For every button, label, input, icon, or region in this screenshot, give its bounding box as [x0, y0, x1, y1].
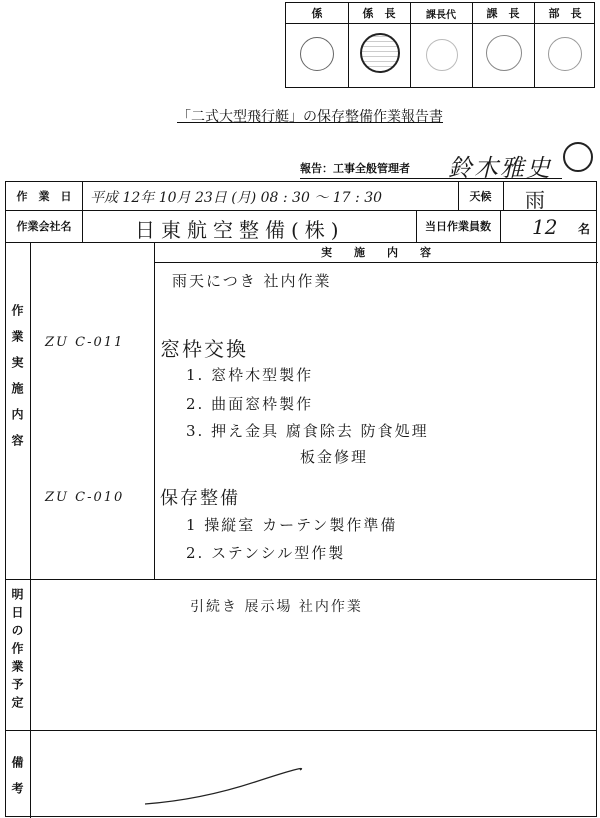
remarks-side-label: 備考 — [10, 756, 24, 808]
workers-label: 当日作業員数 — [425, 220, 491, 233]
seal-stamp — [548, 37, 582, 71]
content-line: 保存整備 — [160, 488, 240, 509]
content-line: 雨天につき 社内作業 — [172, 272, 332, 290]
company-value: 日東航空整備(株) — [135, 218, 345, 242]
content-header: 実 施 内 容 — [321, 246, 431, 259]
content-side-label: 作業実施内容 — [10, 304, 24, 460]
workers-value: 12 — [532, 215, 558, 239]
seal-stamp — [486, 35, 522, 71]
seal-stamp — [300, 37, 334, 71]
company-label: 作業会社名 — [16, 220, 72, 233]
approval-table — [285, 2, 595, 88]
content-line: 1. 窓枠木型製作 — [186, 366, 314, 384]
content-line: 2. 曲面窓枠製作 — [186, 395, 314, 413]
remarks-stroke — [140, 760, 340, 810]
approval-header-4: 課 長 — [486, 7, 520, 20]
seal-stamp — [426, 39, 458, 71]
page-title: 「二式大型飛行艇」の保存整備作業報告書 — [177, 109, 443, 125]
reporter-underline — [300, 178, 562, 179]
content-line: 3. 押え金具 腐食除去 防食処理 — [186, 422, 429, 440]
item-code: ZU C-010 — [45, 490, 125, 505]
approval-header-3: 課長代 — [426, 9, 456, 21]
item-code: ZU C-011 — [45, 335, 125, 350]
reporter-name: 鈴木雅史 — [448, 154, 552, 182]
content-line: 窓枠交換 — [160, 337, 248, 361]
reporter-label: 報告：工事全般管理者 — [300, 162, 410, 175]
seal-stamp — [360, 33, 400, 73]
tomorrow-side-label: 明日の作業予定 — [10, 588, 24, 714]
approval-header-2: 係 長 — [362, 7, 396, 20]
weather-label: 天候 — [469, 190, 492, 203]
content-line: 2. ステンシル型作製 — [186, 544, 346, 562]
weather-value: 雨 — [525, 188, 545, 212]
work-date-label: 作 業 日 — [16, 190, 72, 203]
workers-unit: 名 — [578, 222, 591, 236]
work-date-value: 平成 12年 10月 23日 (月) 08 : 30 〜 17 : 30 — [90, 190, 383, 206]
approval-header-1: 係 — [311, 7, 323, 20]
approval-header-5: 部 長 — [548, 7, 582, 20]
content-line: 板金修理 — [300, 448, 369, 466]
content-line: 1 操縦室 カーテン製作準備 — [186, 516, 398, 534]
tomorrow-value: 引続き 展示場 社内作業 — [190, 599, 363, 615]
reporter-seal — [563, 142, 593, 172]
